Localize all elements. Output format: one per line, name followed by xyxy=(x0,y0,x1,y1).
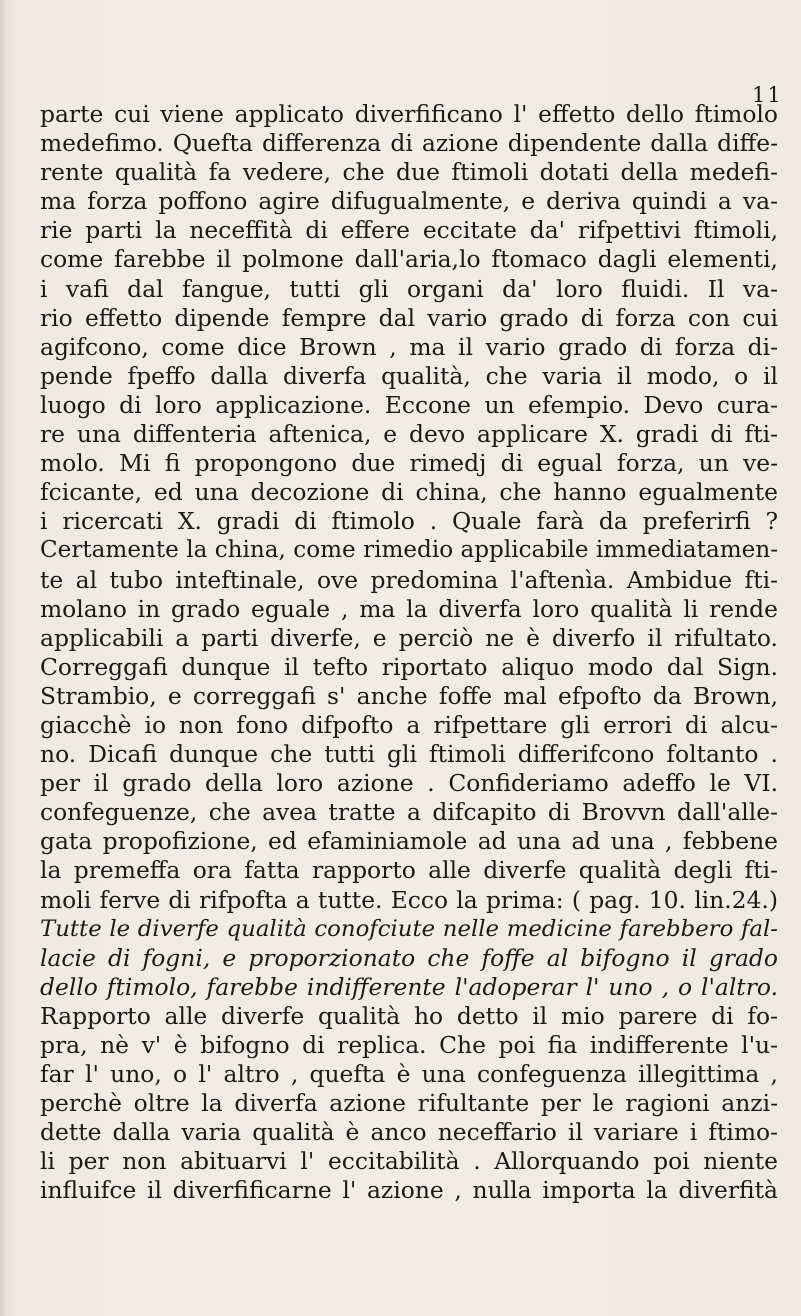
text-line-13: molo. Mi fi propongono due rimedj di egual forza, un ve- xyxy=(40,449,778,478)
text-line-6: come farebbe il polmone dall'aria,lo ftomaco dagli elementi, xyxy=(40,245,778,274)
text-line-14: fcicante, ed una decozione di china, che hanno egualmente xyxy=(40,478,778,507)
text-line-15: i ricercati X. gradi di ftimolo . Quale farà da preferirfi ? xyxy=(40,507,778,536)
text-line-2: medefimo. Quefta differenza di azione dipendente dalla diffe- xyxy=(40,129,778,158)
text-line-29-italic-quote: Tutte le diverfe qualità conofciute nelle medicine farebbero fal- xyxy=(40,915,778,942)
text-line-3: rente qualità fa vedere, che due ftimoli dotati della medefi- xyxy=(40,158,778,187)
text-line-26: gata propofizione, ed efaminiamole ad una ad una , febbene xyxy=(40,827,778,856)
text-line-17: te al tubo inteftinale, ove predomina l'aftenìa. Ambidue fti- xyxy=(40,565,778,594)
text-line-24: per il grado della loro azione . Confideriamo adeffo le VI. xyxy=(40,769,778,798)
text-line-8: rio effetto dipende fempre dal vario grado di forza con cui xyxy=(40,303,778,332)
text-line-18: molano in grado eguale , ma la diverfa loro qualità li rende xyxy=(40,594,778,623)
page-binding-shadow xyxy=(0,0,6,1316)
text-line-33: pra, nè v' è bifogno di replica. Che poi fia indifferente l'u- xyxy=(40,1031,778,1059)
text-line-20: Correggafi dunque il tefto riportato aliquo modo dal Sign. xyxy=(40,652,778,681)
text-line-36: dette dalla varia qualità è anco neceffario il variare i ftimo- xyxy=(40,1118,778,1147)
text-line-7: i vafi dal fangue, tutti gli organi da' loro fluidi. Il va- xyxy=(40,274,778,303)
text-line-22: giacchè io non fono difpofto a rifpettare gli errori di alcu- xyxy=(40,710,778,739)
text-line-5: rie parti la neceffità di effere eccitate da' rifpettivi ftimoli, xyxy=(40,216,778,245)
text-line-27: la premeffa ora fatta rapporto alle diverfe qualità degli fti- xyxy=(40,856,778,885)
text-line-12: re una diffenteria aftenica, e devo applicare X. gradi di fti- xyxy=(40,420,778,449)
text-line-30-italic-quote: lacie di fogni, e proporzionato che foffe al bifogno il grado xyxy=(40,943,778,972)
text-line-35: perchè oltre la diverfa azione rifultante per le ragioni anzi- xyxy=(40,1089,778,1118)
body-text xyxy=(40,100,778,1206)
text-line-25: confeguenze, che avea tratte a difcapito di Brovvn dall'alle- xyxy=(40,798,778,827)
text-line-31-italic-quote: dello ftimolo, farebbe indifferente l'adoperar l' uno , o l'altro. xyxy=(40,972,778,1001)
text-line-11: luogo di loro applicazione. Eccone un efempio. Devo cura- xyxy=(40,390,778,419)
text-line-16: Certamente la china, come rimedio applicabile immediatamen- xyxy=(40,537,778,564)
text-line-9: agifcono, come dice Brown , ma il vario grado di forza di- xyxy=(40,332,778,361)
text-line-23: no. Dicafi dunque che tutti gli ftimoli differifcono foltanto . xyxy=(40,740,778,769)
text-line-32: Rapporto alle diverfe qualità ho detto il mio parere di fo- xyxy=(40,1001,778,1030)
text-line-38: influifce il diverfificarne l' azione , nulla importa la diverfità xyxy=(40,1176,778,1205)
text-line-1: parte cui viene applicato diverfificano l' effetto dello ftimolo xyxy=(40,100,778,128)
page-number: 11 xyxy=(752,83,783,107)
text-line-34: far l' uno, o l' altro , quefta è una confeguenza illegittima , xyxy=(40,1060,778,1089)
text-line-10: pende fpeffo dalla diverfa qualità, che varia il modo, o il xyxy=(40,361,778,390)
text-line-37: li per non abituarvi l' eccitabilità . Allorquando poi niente xyxy=(40,1147,778,1176)
text-line-19: applicabili a parti diverfe, e perciò ne è diverfo il rifultato. xyxy=(40,623,778,652)
text-line-28: moli ferve di rifpofta a tutte. Ecco la prima: ( pag. 10. lin.24.) xyxy=(40,885,778,914)
text-line-4: ma forza poffono agire difugualmente, e deriva quindi a va- xyxy=(40,187,778,216)
text-line-21: Strambio, e correggafi s' anche foffe mal efpofto da Brown, xyxy=(40,681,778,710)
